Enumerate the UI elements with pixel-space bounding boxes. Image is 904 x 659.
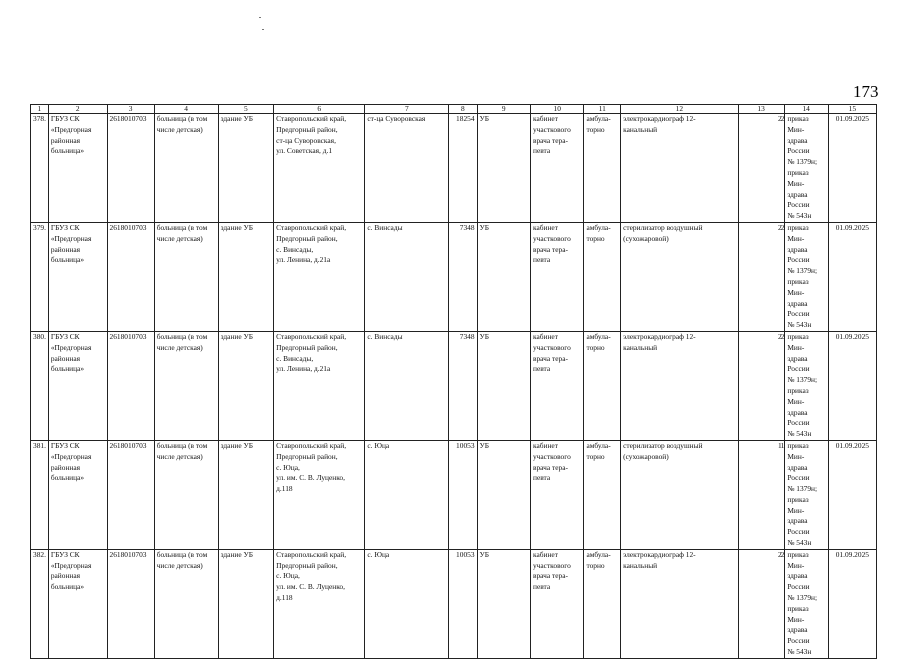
quantity-value: 2 [780,331,785,341]
code-cell: 2618010703 [107,222,154,331]
facility-type-line: больница (в том [156,331,208,341]
order-reference-line: здрава [787,625,808,635]
building-cell: здание УБ [218,114,274,223]
address-line: Предгорный район, [276,451,338,461]
order-reference-text [787,223,825,331]
quantity-required-value: 2 [777,331,782,341]
equipment-line: электрокардиограф 12- [623,549,696,559]
equipment-line: стерилизатор воздушный [623,440,703,450]
organization-line: районная [50,462,81,472]
order-reference-line: здрава [787,244,808,254]
order-reference-line: России [787,364,810,374]
room-line: врача тера- [532,135,568,145]
department-line: амбула- [586,549,611,559]
quantity-value: 2 [780,114,785,123]
quantity-required-cell [738,331,784,440]
organization-line: районная [50,135,81,145]
order-reference-line: России [787,200,810,210]
room-line: кабинет [532,549,558,559]
order-reference-line: здрава [787,571,808,581]
department-line: торно [586,560,605,570]
building-cell: здание УБ [218,440,274,549]
order-reference-line: России [787,582,810,592]
department-cell [584,222,621,331]
code-cell: 2618010703 [107,331,154,440]
order-reference-line: № 543н [787,647,812,657]
date-cell: 01.09.2025 [828,440,876,549]
address-line: Ставропольский край, [276,222,347,232]
organization-line: «Предгорная [50,124,92,134]
order-reference-line: приказ Мин- [787,385,809,406]
address-line: Предгорный район, [276,124,338,134]
column-number-4: 4 [154,105,218,114]
organization-line: ГБУЗ СК [50,222,80,232]
room-line: участкового [532,124,571,134]
quantity-required-value: 2 [777,222,782,232]
address-line: с. Юца, [276,571,300,581]
order-reference-line: России [787,418,810,428]
address-line: с. Винсады, [276,353,314,363]
order-reference-line: приказ Мин- [787,222,809,243]
equipment-cell [621,222,738,331]
order-reference-line: № 543н [787,320,812,330]
column-number-7: 7 [365,105,449,114]
order-reference-text [787,550,825,658]
equipment-line: электрокардиограф 12- [623,331,696,341]
table-body [31,114,877,659]
address-cell [274,549,365,658]
date-cell: 01.09.2025 [828,331,876,440]
table-row [31,549,877,658]
order-reference-text [787,441,825,549]
quantity-required-value: 1 [777,440,782,450]
population-cell: 18254 [449,114,477,223]
room-cell [530,331,583,440]
date-cell: 01.09.2025 [828,549,876,658]
order-reference-line: здрава [787,135,808,145]
facility-type-line: числе детская) [156,560,203,570]
room-line: кабинет [532,440,558,450]
department-cell [584,114,621,223]
order-reference-line: № 1379н; [787,266,818,276]
quantity-value: 1 [780,440,785,450]
facility-type-line: числе детская) [156,124,203,134]
address-line: ул. им. С. В. Луценко, [276,582,345,592]
column-number-15: 15 [828,105,876,114]
room-line: участкового [532,342,571,352]
row-number-cell: 382. [31,549,49,658]
order-reference-line: № 543н [787,429,812,439]
organization-line: «Предгорная [50,560,92,570]
order-reference-line: России [787,527,810,537]
building-cell: здание УБ [218,222,274,331]
room-line: участкового [532,233,571,243]
department-line: торно [586,451,605,461]
column-number-14: 14 [784,105,828,114]
facility-type-cell [154,440,218,549]
room-line: певта [532,473,551,483]
date-cell: 01.09.2025 [828,114,876,223]
organization-cell [48,549,107,658]
quantity-required-cell [738,114,784,223]
organization-line: «Предгорная [50,451,92,461]
address-line: ул. Советская, д.1 [276,146,333,156]
order-reference-line: приказ Мин- [787,167,809,188]
department-line: амбула- [586,331,611,341]
table-row [31,114,877,223]
department-line: амбула- [586,440,611,450]
order-reference-line: приказ Мин- [787,114,809,134]
order-reference-line: приказ Мин- [787,494,809,515]
order-reference-line: № 1379н; [787,484,818,494]
equipment-line: канальный [623,124,658,134]
room-line: кабинет [532,222,558,232]
organization-line: районная [50,353,81,363]
order-reference-line: здрава [787,353,808,363]
order-reference-line: № 543н [787,211,812,221]
address-line: ул. им. С. В. Луценко, [276,473,345,483]
column-number-11: 11 [584,105,621,114]
order-reference-line: здрава [787,516,808,526]
date-cell: 01.09.2025 [828,222,876,331]
order-reference-line: России [787,309,810,319]
order-reference-line: приказ Мин- [787,440,809,461]
order-reference-line: приказ Мин- [787,276,809,297]
address-line: д.118 [276,484,293,494]
population-cell: 10053 [449,440,477,549]
organization-line: ГБУЗ СК [50,549,80,559]
order-reference-line: России [787,636,810,646]
room-cell [530,222,583,331]
organization-cell [48,114,107,223]
department-cell [584,549,621,658]
settlement-cell: с. Юца [365,549,449,658]
organization-line: ГБУЗ СК [50,440,80,450]
address-cell [274,331,365,440]
address-line: с. Винсады, [276,244,314,254]
equipment-line: электрокардиограф 12- [623,114,696,123]
order-reference-text [787,114,825,222]
unit-cell: УБ [477,549,530,658]
address-cell [274,440,365,549]
department-line: торно [586,124,605,134]
organization-line: районная [50,571,81,581]
room-line: певта [532,582,551,592]
registry-table [30,104,877,659]
equipment-cell [621,549,738,658]
population-cell: 7348 [449,331,477,440]
column-number-2: 2 [48,105,107,114]
equipment-cell [621,114,738,223]
quantity-value: 2 [780,222,785,232]
address-line: д.118 [276,593,293,603]
quantity-required-cell [738,440,784,549]
order-reference-line: здрава [787,407,808,417]
room-line: кабинет [532,114,558,123]
quantity-required-cell [738,549,784,658]
room-line: врача тера- [532,353,568,363]
address-line: с. Юца, [276,462,300,472]
table-row [31,331,877,440]
order-reference-line: России [787,146,810,156]
address-line: ул. Ленина, д.21а [276,364,331,374]
equipment-line: канальный [623,560,658,570]
equipment-cell [621,331,738,440]
order-reference-line: № 1379н; [787,157,818,167]
order-reference-line: здрава [787,298,808,308]
header-row [31,105,877,114]
quantity-order-cell [780,331,828,440]
unit-cell: УБ [477,440,530,549]
equipment-line: (сухожаровой) [623,233,669,243]
order-reference-line: № 1379н; [787,593,818,603]
equipment-line: стерилизатор воздушный [623,222,703,232]
room-cell [530,549,583,658]
organization-line: больница» [50,255,85,265]
facility-type-cell [154,114,218,223]
organization-line: больница» [50,364,85,374]
table-row [31,222,877,331]
column-number-3: 3 [107,105,154,114]
department-cell [584,440,621,549]
row-number-cell: 381. [31,440,49,549]
scan-speck [262,29,264,30]
code-cell: 2618010703 [107,440,154,549]
order-reference-line: приказ Мин- [787,549,809,570]
facility-type-line: больница (в том [156,440,208,450]
quantity-required-value: 2 [777,549,782,559]
department-cell [584,331,621,440]
organization-line: ГБУЗ СК [50,114,80,123]
organization-line: больница» [50,146,85,156]
room-line: участкового [532,560,571,570]
population-cell: 7348 [449,222,477,331]
order-reference-line: приказ Мин- [787,603,809,624]
organization-line: больница» [50,473,85,483]
facility-type-line: числе детская) [156,233,203,243]
address-line: Ставропольский край, [276,440,347,450]
order-reference-text [787,332,825,440]
address-cell [274,222,365,331]
column-number-13: 13 [738,105,784,114]
address-line: ст-ца Суворовская, [276,135,336,145]
address-line: Ставропольский край, [276,114,347,123]
address-line: Ставропольский край, [276,549,347,559]
room-line: врача тера- [532,244,568,254]
column-number-9: 9 [477,105,530,114]
organization-cell [48,331,107,440]
organization-line: районная [50,244,81,254]
population-cell: 10053 [449,549,477,658]
page-number: 173 [853,82,879,101]
building-cell: здание УБ [218,331,274,440]
order-reference-line: приказ Мин- [787,331,809,352]
column-number-1: 1 [31,105,49,114]
facility-type-line: больница (в том [156,114,208,123]
unit-cell: УБ [477,222,530,331]
table-row [31,440,877,549]
address-line: Предгорный район, [276,233,338,243]
scan-speck [259,17,261,18]
building-cell: здание УБ [218,549,274,658]
facility-type-cell [154,331,218,440]
quantity-order-cell [780,549,828,658]
organization-line: больница» [50,582,85,592]
room-line: врача тера- [532,571,568,581]
settlement-cell: с. Винсады [365,222,449,331]
order-reference-line: № 543н [787,538,812,548]
facility-type-line: больница (в том [156,222,208,232]
room-line: кабинет [532,331,558,341]
unit-cell: УБ [477,114,530,223]
organization-line: «Предгорная [50,342,92,352]
room-cell [530,440,583,549]
order-reference-line: здрава [787,462,808,472]
equipment-line: канальный [623,342,658,352]
facility-type-cell [154,222,218,331]
room-line: певта [532,146,551,156]
order-reference-line: России [787,473,810,483]
quantity-order-cell [780,222,828,331]
column-number-5: 5 [218,105,274,114]
code-cell: 2618010703 [107,114,154,223]
organization-line: «Предгорная [50,233,92,243]
room-line: участкового [532,451,571,461]
organization-line: ГБУЗ СК [50,331,80,341]
order-reference-line: здрава [787,189,808,199]
settlement-cell: с. Винсады [365,331,449,440]
address-line: Ставропольский край, [276,331,347,341]
column-number-10: 10 [530,105,583,114]
quantity-required-cell [738,222,784,331]
facility-type-line: числе детская) [156,451,203,461]
column-number-6: 6 [274,105,365,114]
code-cell: 2618010703 [107,549,154,658]
department-line: торно [586,342,605,352]
equipment-line: (сухожаровой) [623,451,669,461]
unit-cell: УБ [477,331,530,440]
department-line: амбула- [586,222,611,232]
order-reference-line: № 1379н; [787,375,818,385]
column-number-8: 8 [449,105,477,114]
quantity-required-value: 2 [777,114,782,123]
address-line: ул. Ленина, д.21а [276,255,331,265]
quantity-order-cell [780,440,828,549]
department-line: торно [586,233,605,243]
row-number-cell: 379. [31,222,49,331]
settlement-cell: ст-ца Суворовская [365,114,449,223]
room-cell [530,114,583,223]
facility-type-cell [154,549,218,658]
room-line: певта [532,255,551,265]
organization-cell [48,222,107,331]
row-number-cell: 380. [31,331,49,440]
settlement-cell: с. Юца [365,440,449,549]
department-line: амбула- [586,114,611,123]
address-line: Предгорный район, [276,560,338,570]
order-reference-line: России [787,255,810,265]
facility-type-line: больница (в том [156,549,208,559]
room-line: певта [532,364,551,374]
equipment-cell [621,440,738,549]
address-cell [274,114,365,223]
room-line: врача тера- [532,462,568,472]
row-number-cell: 378. [31,114,49,223]
column-number-12: 12 [621,105,738,114]
table-header [31,105,877,114]
address-line: Предгорный район, [276,342,338,352]
organization-cell [48,440,107,549]
facility-type-line: числе детская) [156,342,203,352]
quantity-value: 2 [780,549,785,559]
quantity-order-cell [780,114,828,223]
